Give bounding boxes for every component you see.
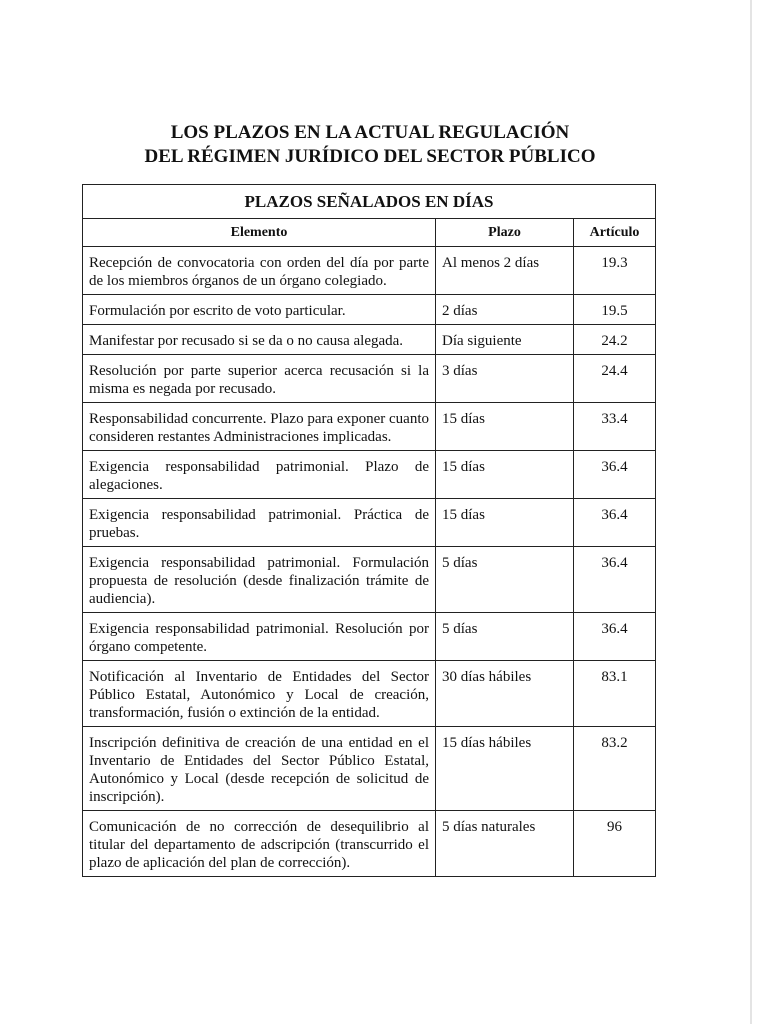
cell-elemento: Formulación por escrito de voto particular. <box>83 295 436 325</box>
cell-plazo: 5 días <box>436 613 574 661</box>
column-header-elemento: Elemento <box>83 219 436 247</box>
cell-elemento: Manifestar por recusado si se da o no causa alegada. <box>83 325 436 355</box>
table-caption-row <box>83 185 656 219</box>
cell-plazo: Al menos 2 días <box>436 247 574 295</box>
table-row <box>83 811 656 877</box>
cell-articulo: 36.4 <box>574 499 656 547</box>
cell-elemento: Exigencia responsabilidad patrimonial. Práctica de pruebas. <box>83 499 436 547</box>
cell-articulo: 36.4 <box>574 547 656 613</box>
deadlines-table <box>82 184 656 877</box>
cell-plazo: 15 días <box>436 451 574 499</box>
cell-articulo: 83.1 <box>574 661 656 727</box>
cell-plazo: 15 días hábiles <box>436 727 574 811</box>
cell-articulo: 36.4 <box>574 613 656 661</box>
cell-articulo: 24.2 <box>574 325 656 355</box>
cell-elemento: Inscripción definitiva de creación de una entidad en el Inventario de Entidades del Sector Público Estatal, Autonómico y Local (desde recepción de solicitud de inscripción). <box>83 727 436 811</box>
table-header-row <box>83 219 656 247</box>
cell-articulo: 83.2 <box>574 727 656 811</box>
cell-articulo: 36.4 <box>574 451 656 499</box>
cell-articulo: 19.3 <box>574 247 656 295</box>
cell-elemento: Comunicación de no corrección de desequilibrio al titular del departamento de adscripción (transcurrido el plazo de aplicación del plan de corrección). <box>83 811 436 877</box>
table-row <box>83 355 656 403</box>
cell-plazo: Día siguiente <box>436 325 574 355</box>
page-title <box>0 121 740 169</box>
cell-plazo: 2 días <box>436 295 574 325</box>
cell-articulo: 19.5 <box>574 295 656 325</box>
table-caption: PLAZOS SEÑALADOS EN DÍAS <box>83 185 656 219</box>
cell-elemento: Exigencia responsabilidad patrimonial. Resolución por órgano competente. <box>83 613 436 661</box>
cell-elemento: Resolución por parte superior acerca recusación si la misma es negada por recusado. <box>83 355 436 403</box>
table-row <box>83 451 656 499</box>
table-row <box>83 325 656 355</box>
page-title-line-1: LOS PLAZOS EN LA ACTUAL REGULACIÓN <box>170 122 570 143</box>
cell-plazo: 15 días <box>436 403 574 451</box>
page-title-line-2: DEL RÉGIMEN JURÍDICO DEL SECTOR PÚBLICO <box>144 146 596 167</box>
cell-articulo: 33.4 <box>574 403 656 451</box>
table-row <box>83 403 656 451</box>
cell-plazo: 5 días <box>436 547 574 613</box>
cell-plazo: 3 días <box>436 355 574 403</box>
column-header-plazo: Plazo <box>436 219 574 247</box>
cell-plazo: 30 días hábiles <box>436 661 574 727</box>
cell-elemento: Notificación al Inventario de Entidades del Sector Público Estatal, Autonómico y Local de creación, transformación, fusión o extinción de la entidad. <box>83 661 436 727</box>
table-row <box>83 613 656 661</box>
column-header-articulo: Artículo <box>574 219 656 247</box>
table-row <box>83 295 656 325</box>
cell-plazo: 15 días <box>436 499 574 547</box>
table-row <box>83 661 656 727</box>
cell-elemento: Exigencia responsabilidad patrimonial. Formulación propuesta de resolución (desde finalización trámite de audiencia). <box>83 547 436 613</box>
table-row <box>83 247 656 295</box>
cell-elemento: Responsabilidad concurrente. Plazo para exponer cuanto consideren restantes Administraciones implicadas. <box>83 403 436 451</box>
page-edge-shadow <box>750 0 752 1024</box>
table-row <box>83 547 656 613</box>
cell-elemento: Exigencia responsabilidad patrimonial. Plazo de alegaciones. <box>83 451 436 499</box>
cell-articulo: 24.4 <box>574 355 656 403</box>
cell-plazo: 5 días naturales <box>436 811 574 877</box>
cell-articulo: 96 <box>574 811 656 877</box>
cell-elemento: Recepción de convocatoria con orden del día por parte de los miembros órganos de un órgano colegiado. <box>83 247 436 295</box>
table-row <box>83 727 656 811</box>
table-row <box>83 499 656 547</box>
